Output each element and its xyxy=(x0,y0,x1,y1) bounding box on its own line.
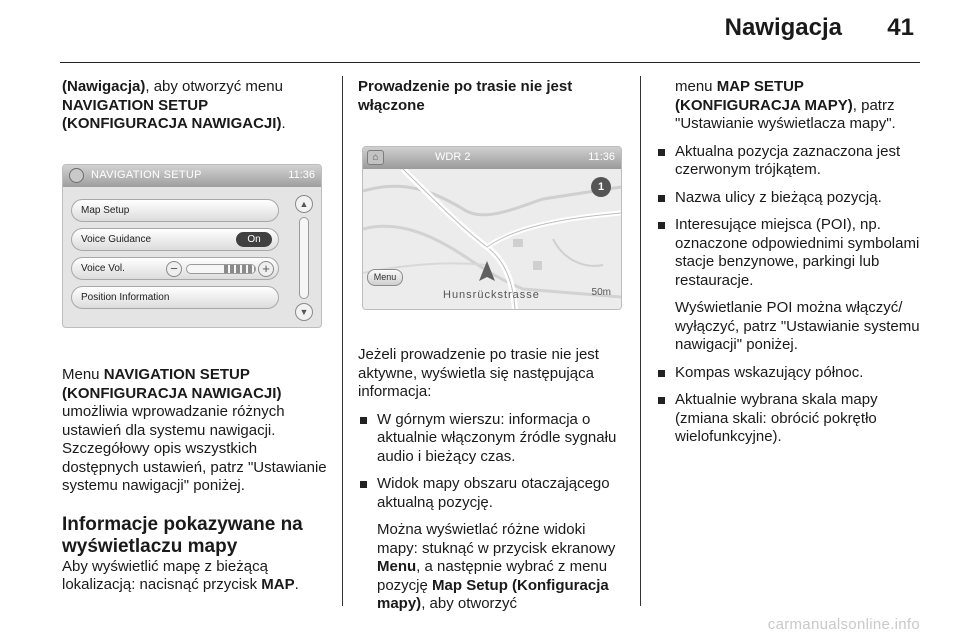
map-view[interactable] xyxy=(363,169,621,309)
screen-title-bar xyxy=(63,165,321,187)
list-item: Aktualna pozycja zaznaczona jest czerwonym trójkątem. xyxy=(656,143,928,180)
compass-icon: 1 xyxy=(591,177,611,197)
no-guidance-list xyxy=(358,411,630,614)
minus-icon[interactable]: − xyxy=(166,261,182,277)
list-item: Widok mapy obszaru otaczającego aktualną pozycję. Można wyświetlać różne widoki mapy: stuknąć w przycisk ekranowy Menu, a następnie wybrać z menu pozycję Map Setup (Konfiguracja mapy), aby otworzyć xyxy=(358,475,630,614)
list-item: Aktualnie wybrana skala mapy (zmiana skali: obrócić pokrętło wielofunkcyjne). xyxy=(656,391,928,447)
page-number: 41 xyxy=(887,14,914,41)
menu-item-voice-volume[interactable]: Voice Vol. − + xyxy=(71,257,279,280)
menu-item-map-setup[interactable]: Map Setup xyxy=(71,199,279,222)
no-guidance-intro: Jeżeli prowadzenie po trasie nie jest aktywne, wyświetla się następująca informacja: xyxy=(358,346,599,400)
globe-icon[interactable] xyxy=(69,168,84,183)
map-button-ref: MAP xyxy=(261,576,295,593)
clock: 11:36 xyxy=(288,169,315,181)
column-1 xyxy=(62,78,330,134)
menu-name: NAVIGATION SETUP xyxy=(62,96,209,114)
page-title: Nawigacja xyxy=(724,14,842,41)
scroll-track[interactable] xyxy=(299,217,309,299)
navigation-setup-screen xyxy=(62,164,322,328)
column-2-lower xyxy=(358,346,630,614)
nav-button-ref: (Nawigacja) xyxy=(62,78,146,95)
map-title-bar xyxy=(363,147,621,169)
chevron-down-icon[interactable]: ▼ xyxy=(295,303,313,321)
list-item: W górnym wierszu: informacja o aktualnie włączonym źródle sygnału audio i bieżący czas. xyxy=(358,411,630,467)
column-divider-2 xyxy=(640,76,641,606)
volume-slider[interactable] xyxy=(186,264,256,274)
voice-guidance-toggle[interactable]: On xyxy=(236,232,272,247)
screen-title: NAVIGATION SETUP xyxy=(91,169,202,181)
column-1-lower xyxy=(62,366,332,595)
menu-name-pl: (KONFIGURACJA NAWIGACJI) xyxy=(62,115,282,132)
street-name: Hunsrückstrasse xyxy=(443,289,540,301)
list-item: Kompas wskazujący północ. xyxy=(656,364,928,383)
watermark: carmanualsonline.info xyxy=(767,616,920,633)
map-scale: 50m xyxy=(591,287,611,298)
column-3 xyxy=(656,78,928,447)
map-instruction: Aby wyświetlić mapę z bieżącą lokalizacją: nacisnąć przycisk MAP. xyxy=(62,557,299,593)
menu-item-voice-guidance[interactable]: Voice Guidance On xyxy=(71,228,279,251)
menu-item-position-information[interactable]: Position Information xyxy=(71,286,279,309)
section-heading-no-guidance: Prowadzenie po trasie nie jest włączone xyxy=(358,78,573,114)
map-info-list xyxy=(656,143,928,447)
scrollbar[interactable] xyxy=(293,195,315,321)
menu-description: Menu NAVIGATION SETUP (KONFIGURACJA NAWIGACJI) umożliwia wprowadzanie różnych ustawień dla systemu nawigacji. Szczegółowy opis wszystkich dostępnych ustawień, patrz "Ustawianie systemu nawigacji" poniżej. xyxy=(62,366,327,494)
plus-icon[interactable]: + xyxy=(258,261,274,277)
intro-paragraph: (Nawigacja), aby otworzyć menu NAVIGATION SETUP (KONFIGURACJA NAWIGACJI). xyxy=(62,78,286,132)
column-divider-1 xyxy=(342,76,343,606)
header-rule xyxy=(60,62,920,63)
list-item: Nazwa ulicy z bieżącą pozycją. xyxy=(656,189,928,208)
home-icon[interactable]: ⌂ xyxy=(367,150,384,165)
audio-source: WDR 2 xyxy=(435,151,471,163)
column-2 xyxy=(358,78,628,115)
clock: 11:36 xyxy=(588,151,615,163)
chevron-up-icon[interactable]: ▲ xyxy=(295,195,313,213)
map-setup-ref: menu MAP SETUP (KONFIGURACJA MAPY), patrz "Ustawianie wyświetlacza mapy". xyxy=(675,78,896,132)
list-item: Interesujące miejsca (POI), np. oznaczone odpowiednimi symbolami stacje benzynowe, parkingi lub restauracje. Wyświetlanie POI można włączyć/ wyłączyć, patrz "Ustawianie systemu nawigacji" poniżej. xyxy=(656,216,928,355)
volume-fill xyxy=(224,265,255,273)
map-screen xyxy=(362,146,622,310)
map-menu-button[interactable]: Menu xyxy=(367,269,403,286)
section-heading-map-info: Informacje pokazywane na wyświetlaczu mapy xyxy=(62,513,303,557)
